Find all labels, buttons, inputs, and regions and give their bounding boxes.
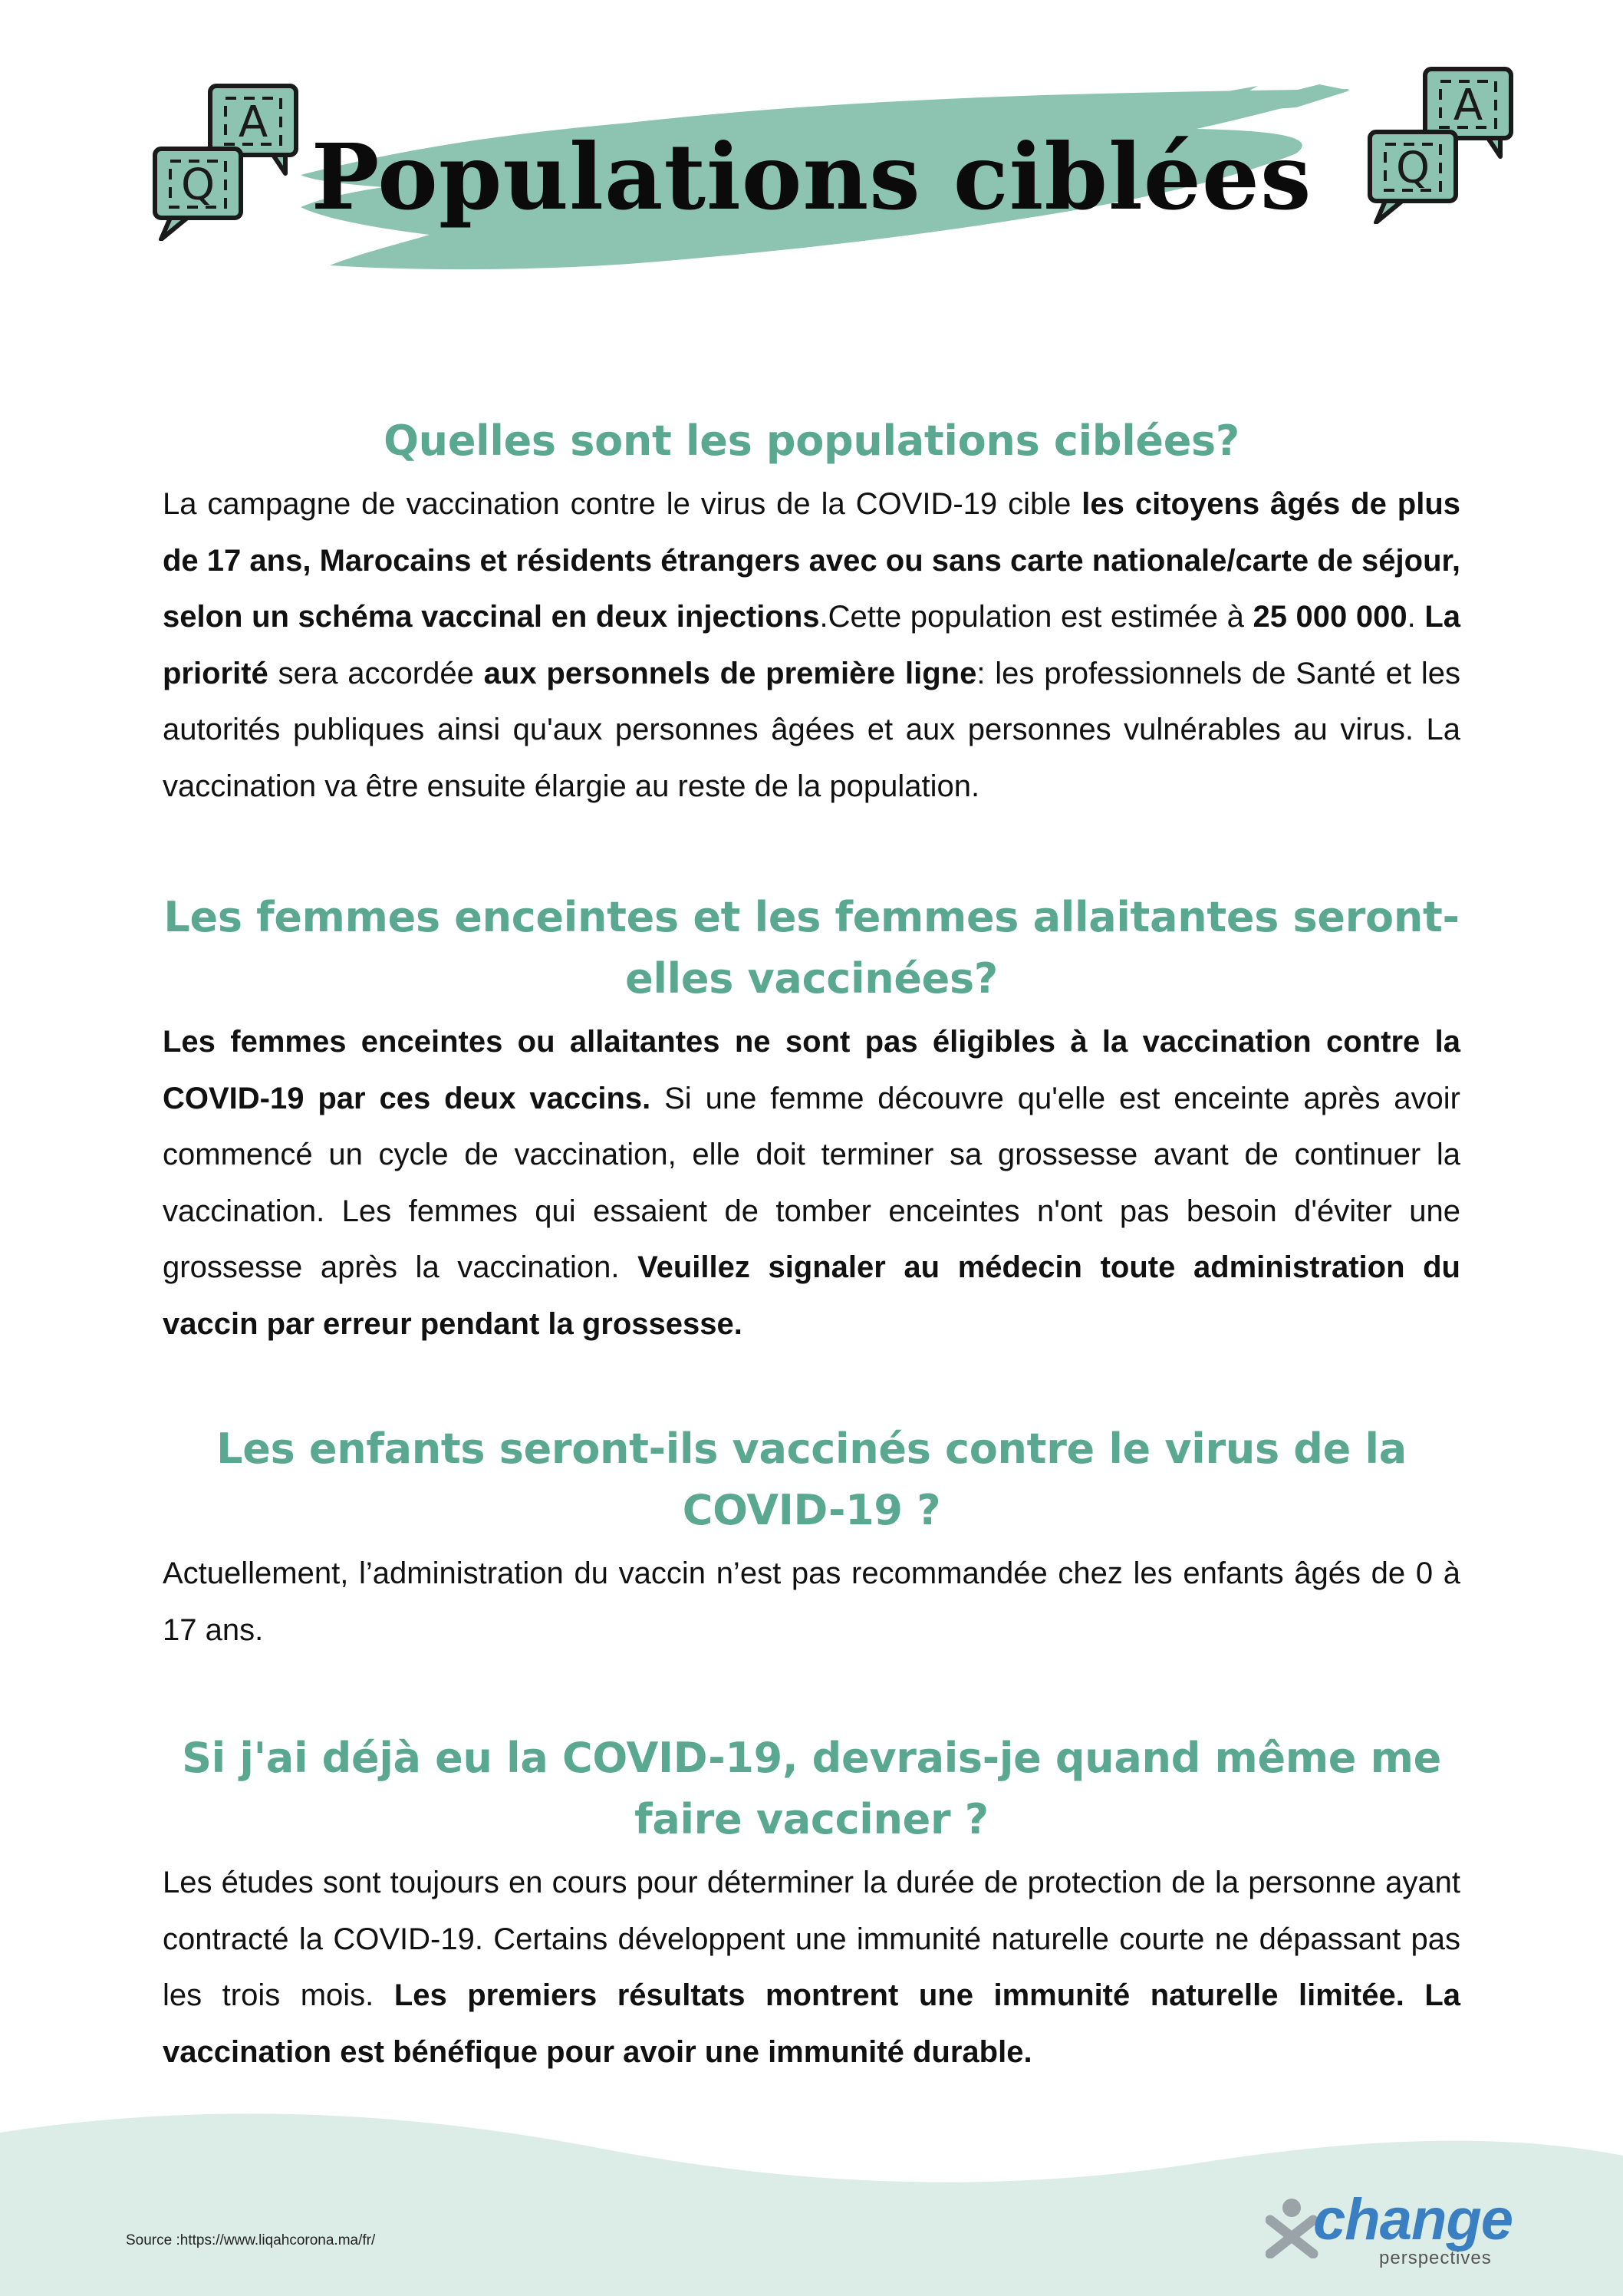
answer-text: Les études sont toujours en cours pour déterminer la durée de protection de la personne ayant contracté la COVID-19. Certains développent une immunité naturelle courte ne dépassant pas les trois mois. [163, 1866, 1460, 2012]
answer-emphasis: aux personnels de première ligne [483, 656, 977, 690]
letter-a: A [238, 97, 268, 147]
faq-question: Si j'ai déjà eu la COVID-19, devrais-je quand même me faire vacciner ? [182, 1734, 1441, 1843]
answer-text: .Cette population est estimée à [819, 600, 1253, 634]
faq-section [163, 1728, 1460, 2080]
faq-answer [163, 476, 1460, 815]
answer-text: : les professionnels de Santé et les autorités publiques ainsi qu'aux personnes âgées et aux personnes vulnérables au virus. La vaccination va être ensuite élargie au reste de la population. [163, 656, 1460, 803]
answer-text: sera accordée [268, 656, 484, 690]
answer-emphasis: Veuillez signaler au médecin toute administration du vaccin par erreur pendant la grossesse. [163, 1250, 1460, 1341]
faq-question: Quelles sont les populations ciblées? [384, 417, 1239, 465]
answer-emphasis: Les premiers résultats montrent une immunité naturelle limitée. La vaccination est bénéfique pour avoir une immunité durable. [163, 1978, 1461, 2069]
answer-text: Si une femme découvre qu'elle est enceinte après avoir commencé un cycle de vaccination, elle doit terminer sa grossesse avant de continuer la vaccination. Les femmes qui essaient de tomber enceintes n'ont pas besoin d'éviter une grossesse après la vaccination. [163, 1081, 1460, 1284]
answer-text: Actuellement, l’administration du vaccin n’est pas recommandée chez les enfants âgés de 0 à 17 ans. [163, 1556, 1460, 1647]
faq-section [163, 410, 1460, 815]
letter-a: A [1453, 81, 1483, 130]
faq-answer [163, 1014, 1460, 1352]
faq-answer [163, 1546, 1460, 1659]
faq-question: Les femmes enceintes et les femmes allaitantes seront-elles vaccinées? [163, 893, 1460, 1003]
faq-content [163, 410, 1460, 2080]
answer-emphasis: Les femmes enceintes ou allaitantes ne sont pas éligibles à la vaccination contre la COVID-19 par ces deux vaccins. [163, 1025, 1460, 1115]
source-citation: Source :https://www.liqahcorona.ma/fr/ [126, 2232, 376, 2248]
logo-subtitle: perspectives [1379, 2248, 1492, 2268]
answer-text: . [1407, 600, 1425, 634]
header [0, 0, 1623, 322]
xchange-logo [1266, 2187, 1513, 2278]
answer-emphasis: 25 000 000 [1253, 600, 1407, 634]
logo-text: change [1313, 2187, 1513, 2252]
page-title: Populations ciblées [311, 124, 1312, 230]
letter-q: Q [180, 160, 216, 210]
answer-emphasis: les citoyens âgés de plus de 17 ans, Marocains et résidents étrangers avec ou sans carte nationale/carte de séjour, selon un schéma vaccinal en deux injections [163, 487, 1460, 634]
answer-emphasis: La priorité [163, 600, 1460, 690]
faq-section [163, 1418, 1460, 1659]
faq-answer [163, 1855, 1460, 2080]
faq-section [163, 887, 1460, 1352]
letter-q: Q [1395, 143, 1430, 193]
answer-text: La campagne de vaccination contre le virus de la COVID-19 cible [163, 487, 1082, 521]
faq-question: Les enfants seront-ils vaccinés contre le virus de la COVID-19 ? [216, 1425, 1407, 1534]
person-icon [1266, 2197, 1319, 2258]
